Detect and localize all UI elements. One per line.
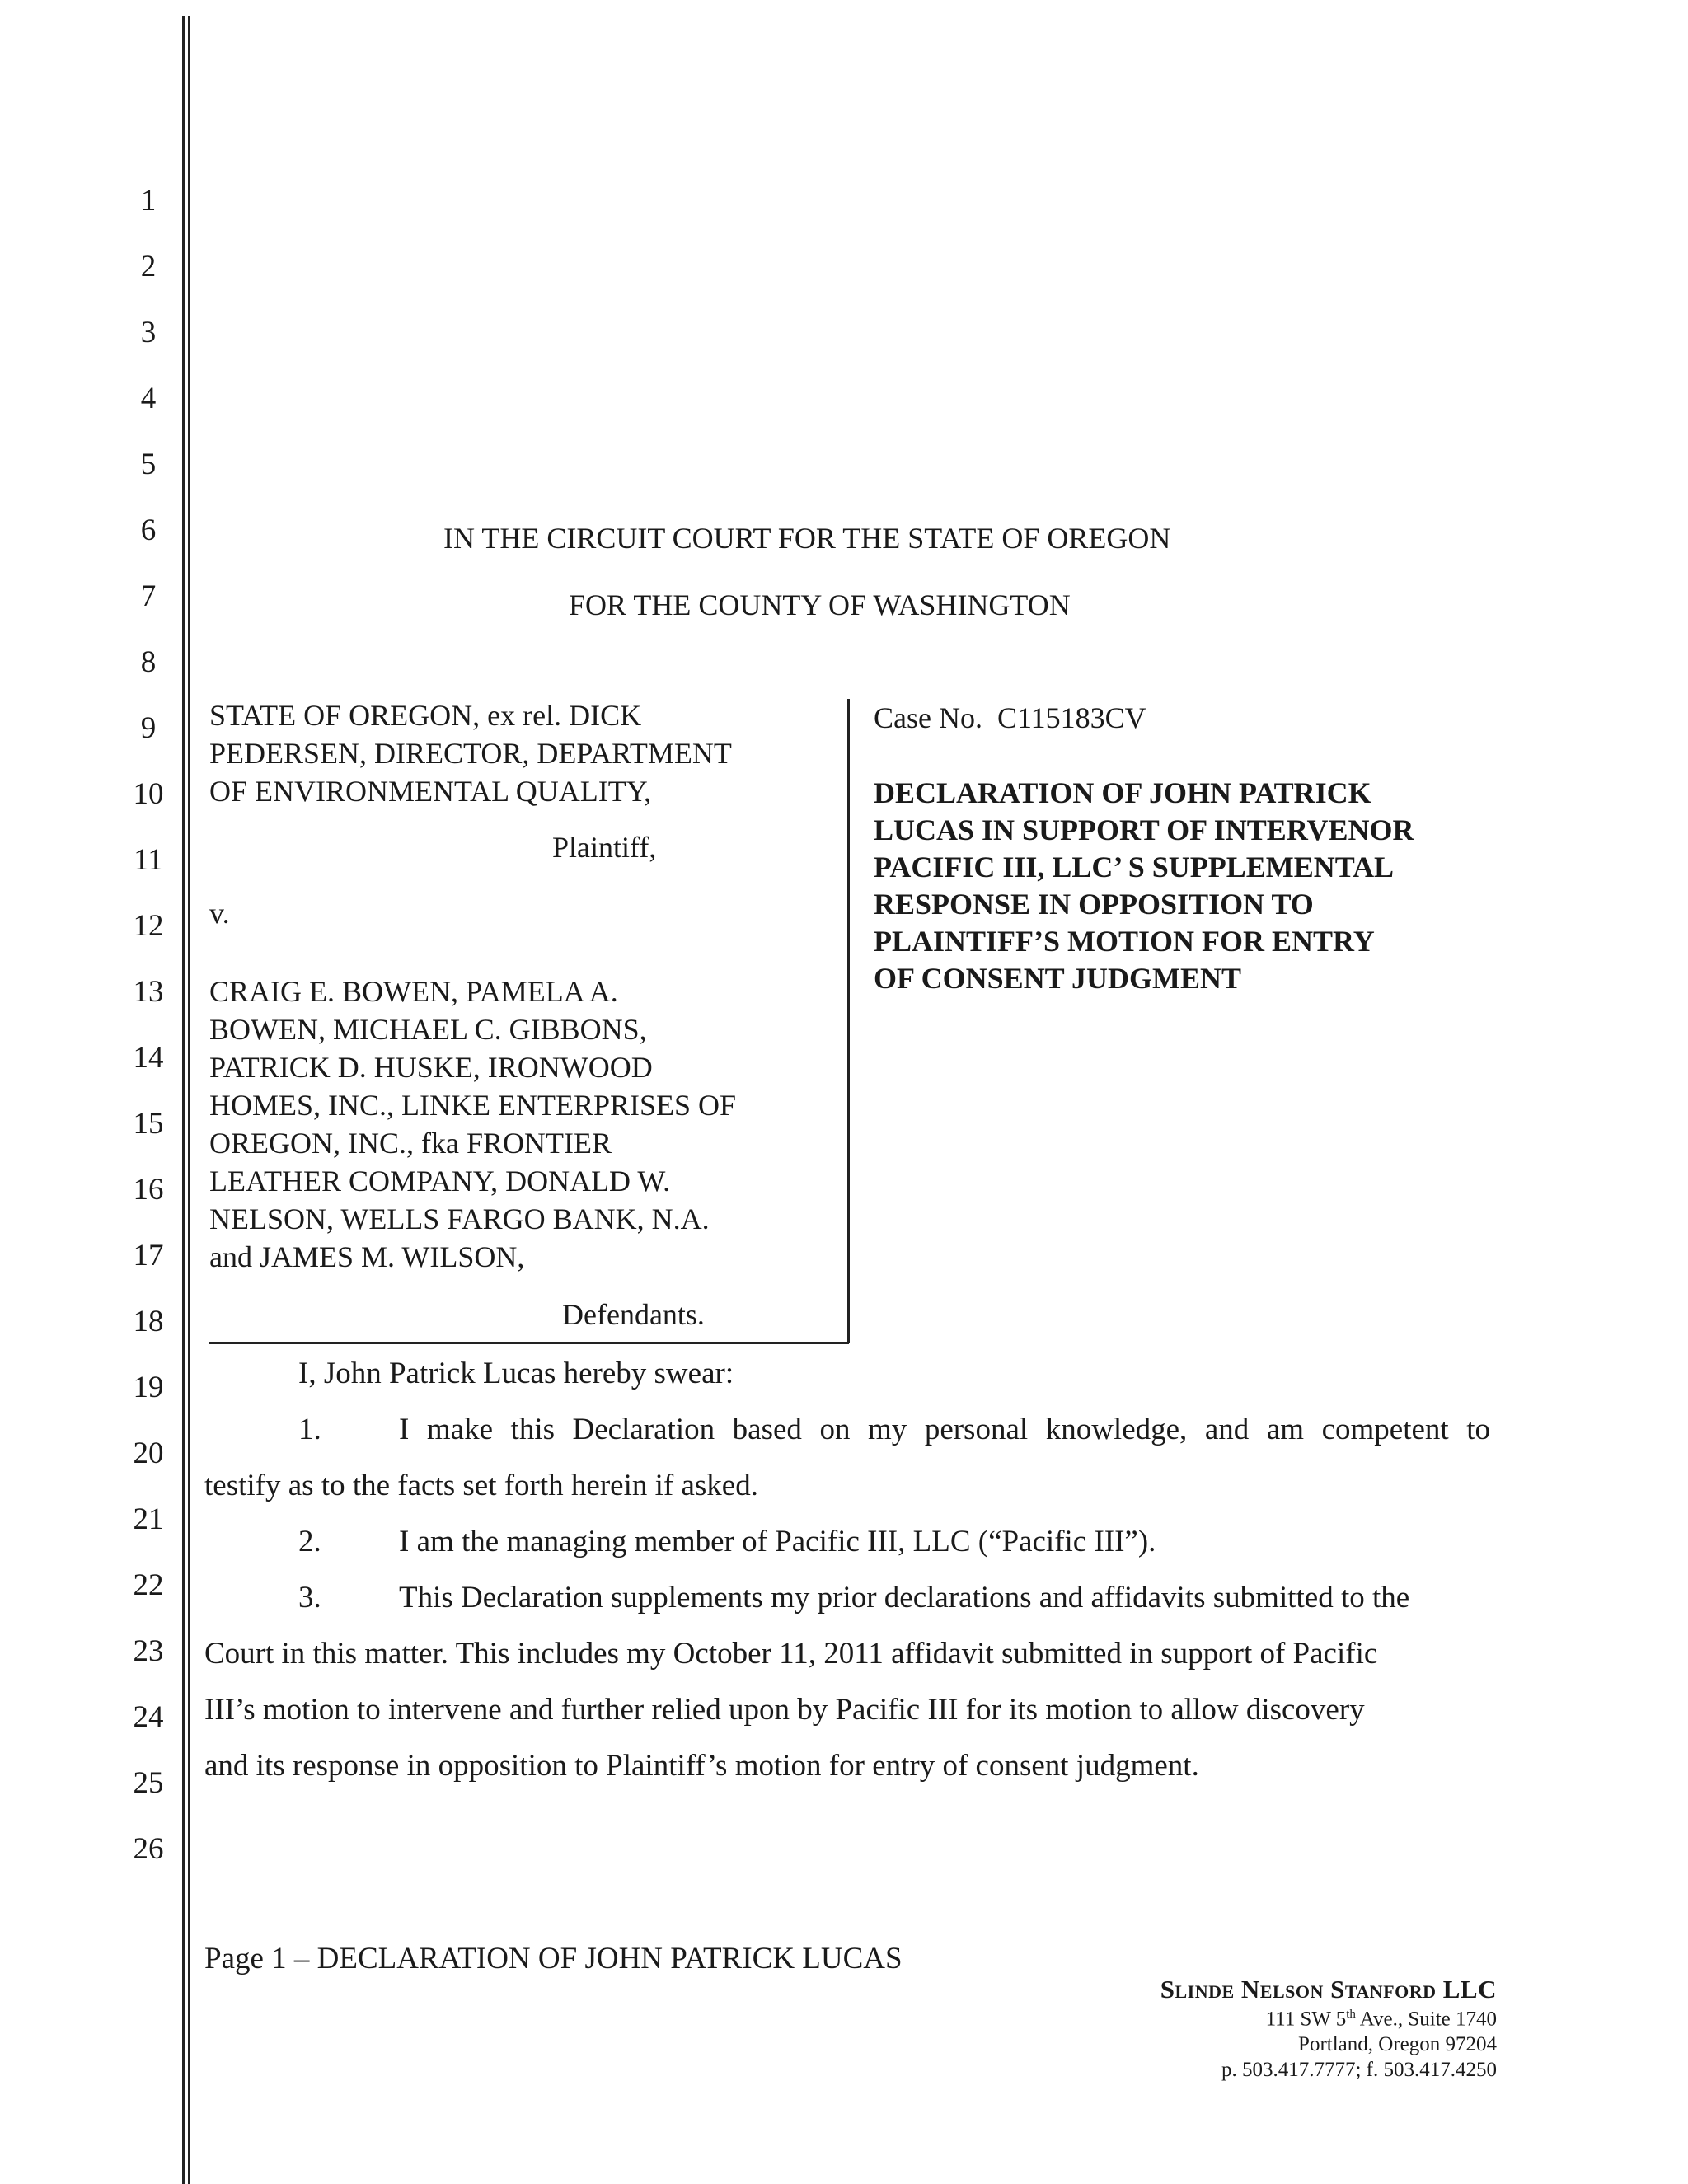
paragraph-number: 3. — [298, 1581, 321, 1615]
firm-address — [1160, 2002, 1497, 2032]
line-number: 1 — [140, 184, 157, 218]
paragraph-3-line: Court in this matter. This includes my October 11, 2011 affidavit submitted in support of Pacific — [204, 1637, 1378, 1671]
document-title-line: PLAINTIFF’S MOTION FOR ENTRY — [874, 925, 1375, 958]
paragraph-3-line: This Declaration supplements my prior declarations and affidavits submitted to the — [399, 1581, 1410, 1615]
defendant-line: OREGON, INC., fka FRONTIER — [209, 1127, 612, 1160]
line-number: 19 — [133, 1371, 164, 1404]
plaintiff-line: PEDERSEN, DIRECTOR, DEPARTMENT — [209, 737, 732, 770]
defendant-line: and JAMES M. WILSON, — [209, 1240, 525, 1273]
document-title-line: LUCAS IN SUPPORT OF INTERVENOR — [874, 813, 1414, 846]
defendant-line: PATRICK D. HUSKE, IRONWOOD — [209, 1051, 653, 1084]
line-number: 22 — [133, 1568, 164, 1602]
court-name: IN THE CIRCUIT COURT FOR THE STATE OF OREGON — [443, 522, 1171, 555]
defendant-line: NELSON, WELLS FARGO BANK, N.A. — [209, 1202, 710, 1235]
firm-city: Portland, Oregon 97204 — [1298, 2033, 1497, 2056]
paragraph-number: 2. — [298, 1525, 321, 1558]
line-number: 18 — [133, 1305, 164, 1338]
line-number: 17 — [133, 1239, 164, 1272]
line-number: 24 — [133, 1700, 164, 1734]
line-number: 2 — [140, 250, 157, 284]
document-title-line: OF CONSENT JUDGMENT — [874, 962, 1242, 995]
firm-name: Slinde Nelson Stanford LLC — [1160, 1975, 1497, 2004]
caption-horizontal-rule — [209, 1342, 849, 1344]
line-number: 7 — [140, 579, 157, 613]
line-number: 21 — [133, 1502, 164, 1536]
line-number: 20 — [133, 1436, 164, 1470]
intro-line: I, John Patrick Lucas hereby swear: — [298, 1357, 734, 1390]
paragraph-3-line: and its response in opposition to Plaintiff’s motion for entry of consent judgment. — [204, 1749, 1199, 1783]
firm-address-prefix: 111 SW 5 — [1265, 2008, 1347, 2031]
line-number: 25 — [133, 1766, 164, 1800]
defendant-line: CRAIG E. BOWEN, PAMELA A. — [209, 975, 618, 1008]
line-number: 14 — [133, 1041, 164, 1075]
line-number: 9 — [140, 711, 157, 745]
line-number: 26 — [133, 1832, 164, 1866]
defendant-line: BOWEN, MICHAEL C. GIBBONS, — [209, 1013, 647, 1046]
document-title-line: DECLARATION OF JOHN PATRICK — [874, 776, 1372, 809]
plaintiff-block — [209, 696, 836, 810]
caption-vertical-rule — [847, 699, 850, 1343]
line-number: 8 — [140, 645, 157, 679]
plaintiff-role: Plaintiff, — [552, 831, 657, 864]
firm-address-sup: th — [1346, 2008, 1356, 2021]
document-title-line: PACIFIC III, LLC’ S SUPPLEMENTAL — [874, 851, 1395, 883]
paragraph-3-line: III’s motion to intervene and further relied upon by Pacific III for its motion to allow discovery — [204, 1693, 1365, 1727]
paragraph-2-line: I am the managing member of Pacific III, LLC (“Pacific III”). — [399, 1525, 1156, 1558]
line-number: 4 — [140, 382, 157, 415]
paragraph-1-line: I make this Declaration based on my personal knowledge, and am competent to — [399, 1413, 1490, 1446]
line-number: 6 — [140, 513, 157, 547]
line-number: 16 — [133, 1173, 164, 1207]
line-number: 5 — [140, 448, 157, 481]
firm-phone: p. 503.417.7777; f. 503.417.4250 — [1221, 2059, 1497, 2082]
plaintiff-line: STATE OF OREGON, ex rel. DICK — [209, 699, 642, 732]
paragraph-1-line: testify as to the facts set forth herein if asked. — [204, 1469, 758, 1502]
defendant-line: LEATHER COMPANY, DONALD W. — [209, 1165, 671, 1197]
line-number: 13 — [133, 975, 164, 1009]
left-margin-rule-1 — [182, 16, 185, 2184]
case-number: Case No. C115183CV — [874, 701, 1146, 734]
left-margin-rule-2 — [188, 16, 190, 2184]
line-number: 10 — [133, 777, 164, 811]
line-number: 12 — [133, 909, 164, 943]
line-number: 11 — [134, 843, 163, 877]
line-number: 23 — [133, 1634, 164, 1668]
paragraph-number: 1. — [298, 1413, 321, 1446]
defendant-role: Defendants. — [562, 1298, 705, 1331]
document-title — [874, 775, 1500, 997]
firm-block — [1160, 1976, 1497, 2083]
firm-address-suffix: Ave., Suite 1740 — [1355, 2008, 1497, 2031]
line-number: 3 — [140, 316, 157, 349]
defendant-line: HOMES, INC., LINKE ENTERPRISES OF — [209, 1089, 737, 1122]
versus: v. — [209, 897, 230, 930]
plaintiff-line: OF ENVIRONMENTAL QUALITY, — [209, 775, 652, 808]
court-county: FOR THE COUNTY OF WASHINGTON — [569, 588, 1071, 621]
line-number: 15 — [133, 1107, 164, 1141]
document-title-line: RESPONSE IN OPPOSITION TO — [874, 888, 1314, 921]
defendant-block — [209, 972, 836, 1276]
page-footer-label: Page 1 – DECLARATION OF JOHN PATRICK LUCAS — [204, 1942, 903, 1975]
